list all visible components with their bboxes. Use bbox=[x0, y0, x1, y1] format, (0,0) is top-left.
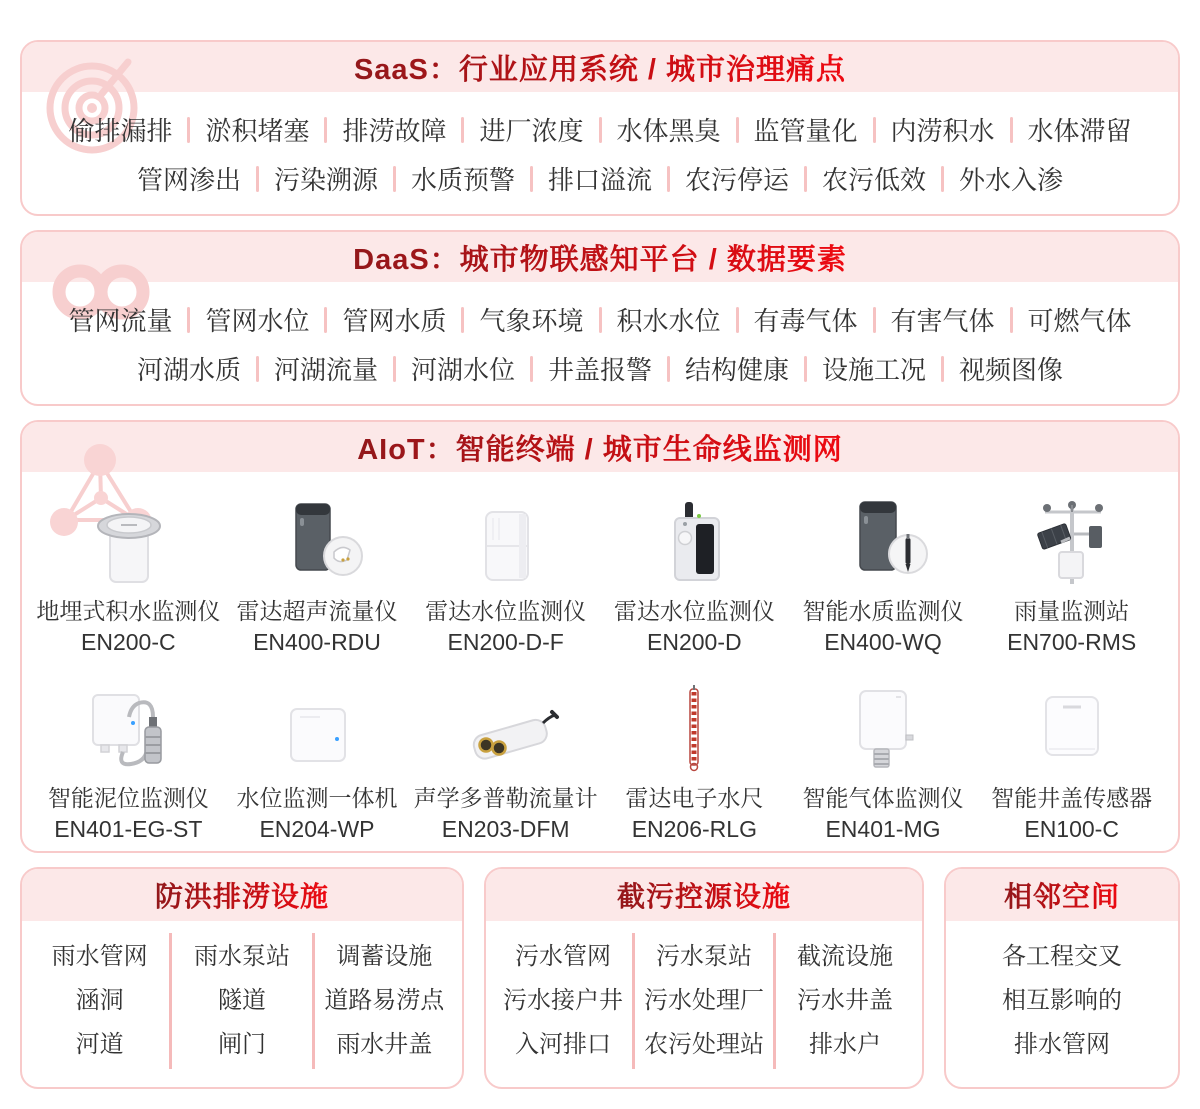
facility-item: 污水接户井 bbox=[503, 987, 623, 1014]
sewage-column-3 bbox=[773, 933, 914, 1069]
sewage-columns bbox=[486, 921, 922, 1087]
facility-item: 污水管网 bbox=[515, 943, 611, 970]
facility-item: 雨水泵站 bbox=[193, 943, 290, 970]
tag: 河湖流量 bbox=[273, 355, 378, 386]
flood-title: 防洪排涝设施 bbox=[155, 875, 329, 915]
product-name: 雷达超声流量仪 bbox=[236, 598, 398, 625]
product-name: 智能气体监测仪 bbox=[802, 785, 964, 812]
water-level-allinone-icon bbox=[242, 683, 392, 775]
daas-header-band bbox=[22, 232, 1178, 282]
product-card bbox=[600, 683, 789, 846]
flood-facilities-panel bbox=[20, 867, 464, 1089]
buried-water-monitor-icon bbox=[53, 496, 203, 588]
product-card bbox=[34, 683, 223, 846]
daas-tag-rows bbox=[22, 282, 1178, 406]
product-name: 智能井盖传感器 bbox=[991, 785, 1153, 812]
sewage-title: 截污控源设施 bbox=[617, 875, 791, 915]
tag: 监管量化 bbox=[753, 116, 858, 146]
product-model: EN200-C bbox=[81, 629, 176, 656]
daas-row-1 bbox=[48, 295, 1152, 344]
rain-monitor-station-icon bbox=[997, 496, 1147, 588]
product-card bbox=[977, 683, 1166, 846]
saas-row-1 bbox=[48, 105, 1152, 154]
adjacent-space-panel bbox=[944, 867, 1180, 1089]
tag: 河湖水质 bbox=[136, 355, 241, 386]
sewage-column-1 bbox=[494, 933, 632, 1069]
daas-row-2 bbox=[48, 344, 1152, 393]
product-name: 智能水质监测仪 bbox=[802, 598, 964, 625]
aiot-panel bbox=[20, 420, 1180, 853]
tag: 排口溢流 bbox=[547, 165, 652, 195]
facility-item: 入河排口 bbox=[515, 1031, 611, 1058]
gas-monitor-icon bbox=[808, 683, 958, 775]
tag: 农污停运 bbox=[685, 165, 790, 195]
product-name: 雷达水位监测仪 bbox=[613, 598, 775, 625]
facility-item: 排水户 bbox=[809, 1031, 881, 1058]
tag: 管网渗出 bbox=[136, 165, 241, 195]
facility-item: 隧道 bbox=[217, 987, 266, 1014]
sewage-header-band bbox=[486, 869, 922, 921]
facility-item: 污水井盖 bbox=[797, 987, 893, 1014]
saas-tag-rows bbox=[22, 92, 1178, 216]
adjacent-title: 相邻空间 bbox=[1004, 875, 1120, 915]
flood-column-1 bbox=[30, 933, 169, 1069]
product-model: EN700-RMS bbox=[1007, 629, 1137, 656]
tag: 进厂浓度 bbox=[479, 116, 584, 146]
aiot-header-band bbox=[22, 422, 1178, 472]
product-name: 雨量监测站 bbox=[1014, 598, 1130, 625]
tag: 结构健康 bbox=[685, 355, 790, 386]
tag: 管网流量 bbox=[68, 306, 173, 337]
adjacent-column-1 bbox=[954, 933, 1170, 1069]
aiot-product-grid bbox=[22, 472, 1178, 853]
product-model: EN401-EG-ST bbox=[54, 816, 203, 843]
product-name: 声学多普勒流量计 bbox=[413, 785, 598, 812]
tag: 管网水质 bbox=[342, 306, 447, 337]
sewage-facilities-panel bbox=[484, 867, 924, 1089]
tag: 视频图像 bbox=[959, 355, 1064, 386]
product-name: 水位监测一体机 bbox=[236, 785, 398, 812]
tag: 内涝积水 bbox=[890, 116, 995, 146]
product-name: 雷达电子水尺 bbox=[625, 785, 764, 812]
tag: 水体滞留 bbox=[1027, 116, 1132, 146]
tag: 河湖水位 bbox=[410, 355, 515, 386]
tag: 水质预警 bbox=[410, 165, 515, 195]
daas-panel bbox=[20, 230, 1180, 406]
facility-item: 污水泵站 bbox=[656, 943, 752, 970]
tag: 偷排漏排 bbox=[68, 116, 173, 146]
product-card bbox=[977, 496, 1166, 659]
tag: 井盖报警 bbox=[547, 355, 652, 386]
manhole-cover-sensor-icon bbox=[997, 683, 1147, 775]
flood-column-2 bbox=[169, 933, 311, 1069]
product-model: EN200-D-F bbox=[447, 629, 564, 656]
product-model: EN200-D bbox=[647, 629, 742, 656]
tag: 有毒气体 bbox=[753, 306, 858, 337]
radar-level-monitor-f-icon bbox=[431, 496, 581, 588]
radar-level-monitor-icon bbox=[619, 496, 769, 588]
facility-item: 闸门 bbox=[217, 1031, 266, 1058]
tag: 水体黑臭 bbox=[616, 116, 721, 146]
saas-header-band bbox=[22, 42, 1178, 92]
adjacent-columns bbox=[946, 921, 1178, 1087]
product-card bbox=[34, 496, 223, 659]
tag: 设施工况 bbox=[822, 355, 927, 386]
facility-item: 河道 bbox=[75, 1031, 124, 1058]
product-card bbox=[789, 683, 978, 846]
product-card bbox=[600, 496, 789, 659]
product-model: EN400-WQ bbox=[824, 629, 942, 656]
radar-ultrasonic-flowmeter-icon bbox=[242, 496, 392, 588]
product-card bbox=[223, 496, 412, 659]
doppler-flowmeter-icon bbox=[431, 683, 581, 775]
facility-item: 雨水管网 bbox=[51, 943, 148, 970]
product-card bbox=[789, 496, 978, 659]
aiot-title: AIoT：智能终端 / 城市生命线监测网 bbox=[357, 427, 843, 468]
facility-item: 各工程交叉 bbox=[1002, 943, 1122, 970]
product-card bbox=[411, 683, 600, 846]
tag: 积水水位 bbox=[616, 306, 721, 337]
mud-level-monitor-icon bbox=[53, 683, 203, 775]
product-model: EN204-WP bbox=[259, 816, 375, 843]
sewage-column-2 bbox=[632, 933, 773, 1069]
facilities-row bbox=[20, 867, 1180, 1089]
tag: 农污低效 bbox=[822, 165, 927, 195]
tag: 淤积堵塞 bbox=[205, 116, 310, 146]
tag: 有害气体 bbox=[890, 306, 995, 337]
product-card bbox=[411, 496, 600, 659]
saas-row-2 bbox=[48, 154, 1152, 203]
tag: 污染溯源 bbox=[273, 165, 378, 195]
product-model: EN400-RDU bbox=[253, 629, 381, 656]
facility-item: 调蓄设施 bbox=[336, 943, 433, 970]
product-name: 智能泥位监测仪 bbox=[47, 785, 209, 812]
product-card bbox=[223, 683, 412, 846]
facility-item: 农污处理站 bbox=[644, 1031, 764, 1058]
flood-header-band bbox=[22, 869, 462, 921]
tag: 可燃气体 bbox=[1027, 306, 1132, 337]
product-name: 雷达水位监测仪 bbox=[425, 598, 587, 625]
daas-title: DaaS：城市物联感知平台 / 数据要素 bbox=[353, 237, 847, 278]
facility-item: 截流设施 bbox=[797, 943, 893, 970]
facility-item: 排水管网 bbox=[1014, 1031, 1110, 1058]
product-model: EN203-DFM bbox=[441, 816, 570, 843]
adjacent-header-band bbox=[946, 869, 1178, 921]
facility-item: 相互影响的 bbox=[1002, 987, 1122, 1014]
product-model: EN401-MG bbox=[825, 816, 941, 843]
tag: 外水入渗 bbox=[959, 165, 1064, 195]
facility-item: 污水处理厂 bbox=[644, 987, 764, 1014]
facility-item: 涵洞 bbox=[75, 987, 124, 1014]
tag: 排涝故障 bbox=[342, 116, 447, 146]
flood-column-3 bbox=[312, 933, 454, 1069]
product-name: 地埋式积水监测仪 bbox=[36, 598, 221, 625]
product-model: EN100-C bbox=[1024, 816, 1119, 843]
saas-panel bbox=[20, 40, 1180, 216]
flood-columns bbox=[22, 921, 462, 1087]
water-quality-monitor-icon bbox=[808, 496, 958, 588]
product-model: EN206-RLG bbox=[631, 816, 757, 843]
radar-electronic-gauge-icon bbox=[619, 683, 769, 775]
tag: 气象环境 bbox=[479, 306, 584, 337]
facility-item: 雨水井盖 bbox=[336, 1031, 433, 1058]
saas-title: SaaS：行业应用系统 / 城市治理痛点 bbox=[354, 47, 846, 88]
facility-item: 道路易涝点 bbox=[324, 987, 445, 1014]
tag: 管网水位 bbox=[205, 306, 310, 337]
